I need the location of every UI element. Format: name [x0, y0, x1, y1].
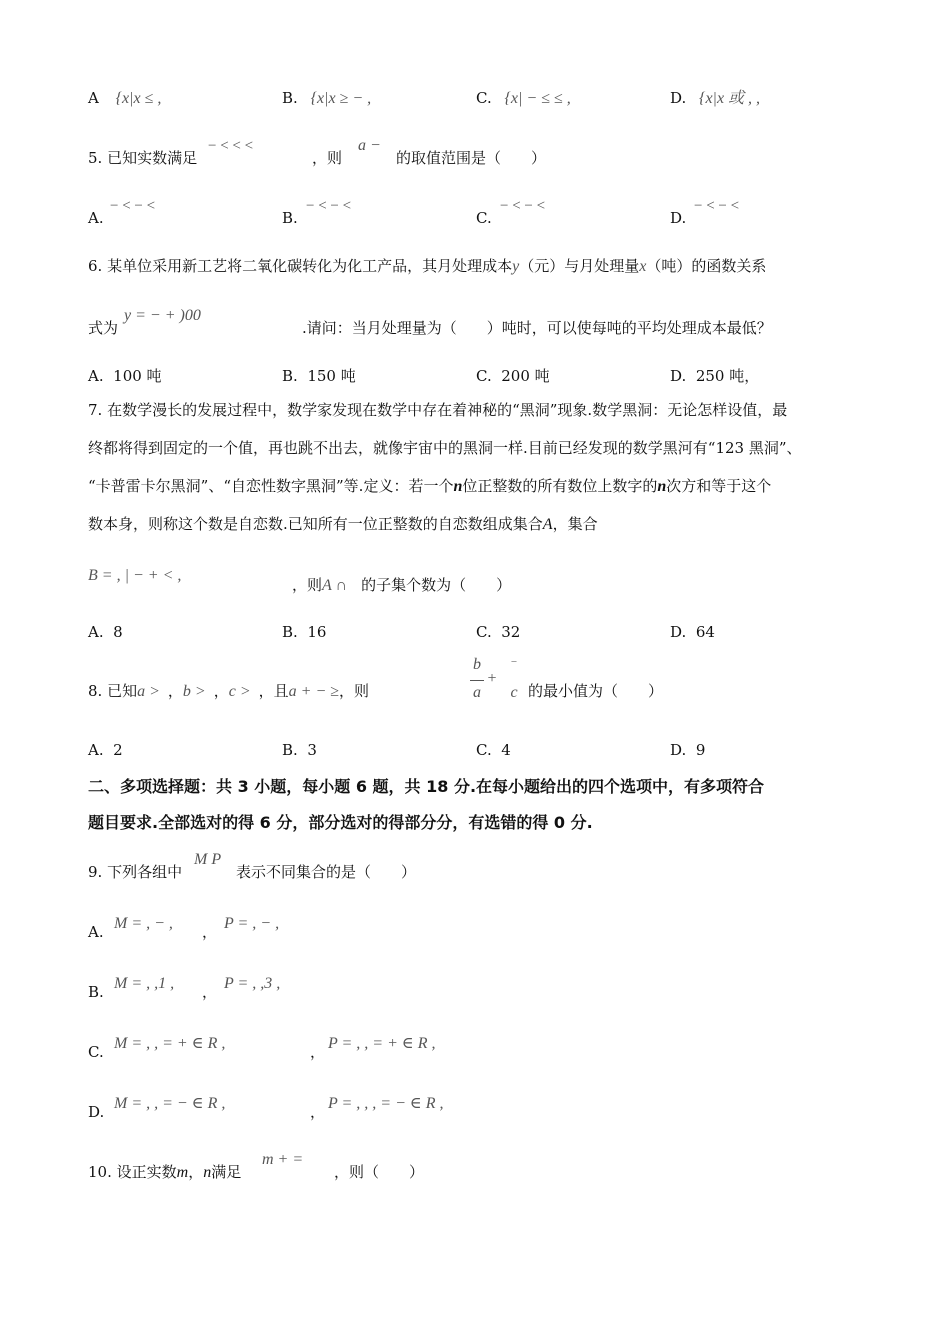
q9-option-d-m: M = , , = − ∈ R ,: [114, 1095, 226, 1112]
q6-suffix: .请问：当月处理量为（ ）吨时，可以使每吨的平均处理成本最低？: [302, 319, 772, 337]
q6-unit-x: （吨）的函数关系: [646, 257, 767, 275]
q9-option-b-m: M = , ,1 ,: [114, 975, 175, 992]
option-text: 2: [113, 741, 123, 759]
q9-option-b: [88, 982, 104, 1002]
question-number: 10.: [88, 1163, 112, 1181]
option-label: C.: [476, 89, 492, 107]
q7-line-5: [292, 575, 511, 596]
option-label: B.: [282, 367, 298, 385]
q10-text: 设正实数: [116, 1163, 177, 1181]
option-label: A.: [88, 367, 104, 385]
option-label: C.: [476, 209, 492, 227]
q7-line-1: [88, 400, 787, 420]
q7-option-d: [670, 622, 715, 642]
option-math: {x| − ≤ ≤ ,: [504, 90, 571, 107]
option-text: 150 吨: [307, 367, 356, 385]
question-number: 6.: [88, 257, 103, 275]
option-label: C.: [476, 623, 492, 641]
q8-text: 已知: [107, 682, 138, 700]
q7-line-3: [88, 476, 771, 497]
option-label: B.: [88, 983, 104, 1001]
q7-text: ，则: [292, 576, 323, 594]
q10-text: 满足: [211, 1163, 242, 1181]
option-math: {x|x 或 , ,: [699, 90, 761, 107]
option-math: {x|x ≥ − ,: [310, 90, 372, 107]
q9-option-c-m: M = , , = + ∈ R ,: [114, 1035, 226, 1052]
q6-option-c: [476, 366, 550, 386]
q10-math: m + =: [262, 1151, 304, 1168]
q7-text: 的子集个数为（ ）: [361, 576, 512, 594]
q8-stem: [88, 681, 369, 702]
q8-option-b: [282, 740, 317, 760]
q7-text: 次方和等于这个: [666, 477, 772, 495]
q5-option-b-math: − < − <: [306, 198, 352, 214]
option-label: C.: [88, 1043, 104, 1061]
option-label: A.: [88, 623, 104, 641]
option-label: A.: [88, 741, 104, 759]
cond-sum: a + − ≥: [288, 683, 340, 700]
q8-comma: ，: [167, 682, 183, 700]
q6-option-d: [670, 366, 759, 386]
q10-text-after: ，则（ ）: [334, 1163, 425, 1181]
q9-text: 下列各组中: [107, 863, 183, 881]
var-n: n: [657, 478, 667, 495]
option-text: 32: [501, 623, 521, 641]
q8-frac2-numerator: −: [510, 656, 518, 668]
q7-intersect: A ∩: [322, 577, 348, 594]
option-label: D.: [670, 623, 687, 641]
option-label: D.: [670, 741, 687, 759]
option-text: 16: [307, 623, 327, 641]
q8-text: ，且: [258, 682, 289, 700]
option-label: D.: [670, 367, 687, 385]
option-label: C.: [476, 741, 492, 759]
q9-option-a-m: M = , − ,: [114, 915, 173, 932]
q8-comma: ，: [213, 682, 229, 700]
q7-option-c: [476, 622, 520, 642]
q6-option-a: [88, 366, 162, 386]
q5-option-a: [88, 208, 104, 228]
q5-text-before: 已知实数满足: [107, 149, 198, 167]
q8-option-a: [88, 740, 123, 760]
q8-frac-numerator: b: [473, 656, 481, 673]
q5-option-b: [282, 208, 298, 228]
q9-option-b-sep: ，: [202, 983, 218, 1001]
q7-text: 在数学漫长的发展过程中，数学家发现在数学中存在着神秘的“黑洞”现象.数学黑洞：无论怎样设值，最: [107, 401, 788, 419]
cond-c: c >: [228, 683, 251, 700]
q7-option-a: [88, 622, 123, 642]
q9-option-c-p: P = , , = + ∈ R ,: [328, 1035, 436, 1052]
option-label: B.: [282, 89, 298, 107]
q8-plus: +: [487, 670, 497, 687]
var-n: n: [453, 478, 463, 495]
q4-option-b: [282, 88, 371, 109]
q9-option-d: [88, 1102, 104, 1122]
option-label: D.: [88, 1103, 105, 1121]
var-m: m: [176, 1164, 189, 1181]
option-text: 9: [695, 741, 706, 759]
question-number: 7.: [88, 401, 103, 419]
question-number: 8.: [88, 682, 103, 700]
option-label: B.: [282, 209, 298, 227]
q9-option-b-p: P = , ,3 ,: [224, 975, 281, 992]
q5-option-a-math: − < − <: [110, 198, 156, 214]
question-number: 9.: [88, 863, 103, 881]
option-text: 100 吨: [113, 367, 162, 385]
q7-text: ，集合: [552, 515, 598, 533]
q5-stem: [88, 148, 197, 168]
q9-option-a: [88, 922, 104, 942]
q5-option-c: [476, 208, 492, 228]
q6-prefix: 式为: [88, 319, 119, 337]
q7-line-2: 终都将得到固定的一个值，再也跳不出去，就像宇宙中的黑洞一样.目前已经发现的数学黑河有“123 黑洞”、: [88, 439, 802, 457]
cond-a: a >: [137, 683, 160, 700]
option-math: {x|x ≤ ,: [115, 90, 162, 107]
cond-b: b >: [182, 683, 206, 700]
section-heading-line-1: 二、多项选择题：共 3 小题，每小题 6 题，共 18 分.在每小题给出的四个选项中，有多项符合: [88, 777, 765, 796]
q6-option-b: [282, 366, 356, 386]
q8-option-c: [476, 740, 511, 760]
option-label: A.: [88, 209, 104, 227]
option-label: D.: [670, 209, 687, 227]
q5-option-c-math: − < − <: [500, 198, 546, 214]
q9-option-a-p: P = , − ,: [224, 915, 280, 932]
q5-option-d-math: − < − <: [694, 198, 740, 214]
option-text: 4: [501, 741, 511, 759]
q5-text-after: 的取值范围是（ ）: [396, 149, 547, 167]
q4-option-c: [476, 88, 571, 109]
q9-option-d-sep: ，: [310, 1103, 326, 1121]
q9-option-c-sep: ，: [310, 1043, 326, 1061]
q6-text: 某单位采用新工艺将二氧化碳转化为化工产品，其月处理成本: [107, 257, 513, 275]
q9-stem-start: [88, 862, 182, 882]
q10-stem: [88, 1162, 241, 1183]
q5-option-d: [670, 208, 686, 228]
option-text: 250 吨，: [695, 367, 760, 385]
section-heading-line-2: 题目要求.全部选对的得 6 分，部分选对的得部分分，有选错的得 0 分.: [88, 813, 593, 832]
q6-unit-y: （元）与月处理量: [519, 257, 640, 275]
q7-option-b: [282, 622, 326, 642]
option-text: 8: [113, 623, 123, 641]
q10-comma: ，: [188, 1163, 204, 1181]
q7-set-B: B = , | − + < ,: [88, 567, 182, 584]
q8-text-after: 的最小值为（ ）: [528, 682, 664, 700]
set-A: A: [542, 516, 553, 533]
option-text: 3: [307, 741, 317, 759]
q8-frac-denominator: a: [473, 684, 481, 701]
q7-text: 数本身，则称这个数是自恋数.已知所有一位正整数的自恋数组成集合: [88, 515, 543, 533]
q5-expr-math: a −: [358, 137, 381, 154]
q8-text: ，则: [339, 682, 370, 700]
q8-option-d: [670, 740, 705, 760]
option-label: C.: [476, 367, 492, 385]
option-label: A: [88, 89, 99, 107]
option-text: 200 吨: [501, 367, 550, 385]
q8-frac2-denominator: c: [510, 684, 518, 701]
q7-text: 位正整数的所有数位上数字的: [462, 477, 658, 495]
q7-line-4: [88, 514, 598, 535]
option-text: 64: [695, 623, 715, 641]
var-y: y: [512, 258, 520, 275]
q6-formula: y = − + )00: [124, 307, 201, 324]
q9-math: M P: [194, 851, 222, 868]
var-x: x: [639, 258, 647, 275]
q9-option-a-sep: ，: [202, 923, 218, 941]
q4-option-d: [670, 88, 760, 109]
question-number: 5.: [88, 149, 103, 167]
q7-text: “卡普雷卡尔黑洞”、“自恋性数字黑洞”等.定义：若一个: [88, 477, 454, 495]
option-label: B.: [282, 741, 298, 759]
option-label: A.: [88, 923, 104, 941]
q9-option-d-p: P = , , , = − ∈ R ,: [328, 1095, 444, 1112]
q4-option-a: [88, 88, 161, 109]
q6-line-1: [88, 256, 766, 277]
option-label: D.: [670, 89, 687, 107]
q9-text-after: 表示不同集合的是（ ）: [236, 863, 417, 881]
var-n: n: [203, 1164, 212, 1181]
q8-frac-bar: [470, 680, 484, 681]
option-label: B.: [282, 623, 298, 641]
q9-option-c: [88, 1042, 104, 1062]
q5-condition-math: − < < <: [208, 138, 254, 154]
q5-text-mid: ，则: [312, 149, 343, 167]
